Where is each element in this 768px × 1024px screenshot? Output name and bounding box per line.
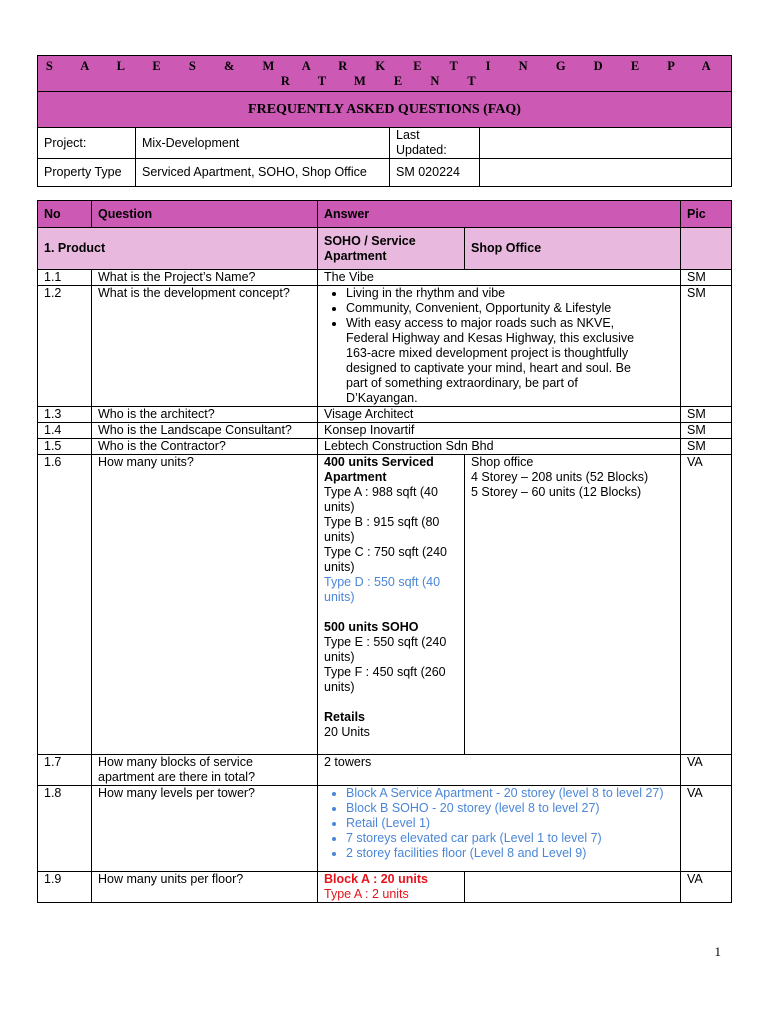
row-pic: SM — [681, 286, 732, 407]
unit-type: Type C : 750 sqft (240 units) — [324, 545, 447, 574]
property-type-value: Serviced Apartment, SOHO, Shop Office — [136, 159, 390, 187]
row-answer: 2 towers — [318, 755, 681, 786]
list-item: • 2 storey facilities floor (Level 8 and Level 9) — [346, 846, 674, 861]
unit-type: Type B : 915 sqft (80 units) — [324, 515, 440, 544]
col-question-header: Question — [92, 201, 318, 228]
faq-table — [37, 200, 732, 903]
list-item: • Block B SOHO - 20 storey (level 8 to level 27) — [346, 801, 674, 816]
row-question: How many blocks of service apartment are there in total? — [92, 755, 318, 786]
row-no: 1.8 — [38, 786, 92, 872]
list-item: • Retail (Level 1) — [346, 816, 674, 831]
row-no: 1.6 — [38, 455, 92, 755]
unit-type: Type A : 988 sqft (40 units) — [324, 485, 438, 514]
updated-value: SM 020224 — [390, 159, 480, 187]
faq-row — [38, 423, 732, 439]
row-pic: VA — [681, 872, 732, 903]
units-shop-cell — [465, 455, 681, 755]
row-no: 1.9 — [38, 872, 92, 903]
row-no: 1.1 — [38, 270, 92, 286]
faq-row — [38, 455, 732, 755]
row-answer-shop — [465, 872, 681, 903]
block-a-line: Type A : 2 units — [324, 887, 409, 901]
col-no-header: No — [38, 201, 92, 228]
faq-title: FREQUENTLY ASKED QUESTIONS (FAQ) — [38, 92, 732, 128]
row-answer — [318, 286, 681, 407]
list-item: • 7 storeys elevated car park (Level 1 to level 7) — [346, 831, 674, 846]
row-answer: Lebtech Construction Sdn Bhd — [318, 439, 681, 455]
shop-line: Shop office — [471, 455, 534, 469]
row-pic: SM — [681, 423, 732, 439]
row-no: 1.7 — [38, 755, 92, 786]
unit-type: Type D : 550 sqft (40 units) — [324, 575, 441, 604]
last-updated-label: Last Updated: — [390, 128, 480, 159]
row-question: How many units? — [92, 455, 318, 755]
row-pic: VA — [681, 786, 732, 872]
project-label: Project: — [38, 128, 136, 159]
row-question: Who is the Contractor? — [92, 439, 318, 455]
subheader-shop-office: Shop Office — [465, 228, 681, 270]
last-updated-value — [480, 128, 732, 159]
page-number: 1 — [714, 944, 721, 959]
units-soho-cell — [318, 455, 465, 755]
row-no: 1.2 — [38, 286, 92, 407]
row-question: How many levels per tower? — [92, 786, 318, 872]
row-question: What is the Project’s Name? — [92, 270, 318, 286]
list-item: • Block A Service Apartment - 20 storey (level 8 to level 27) — [346, 786, 674, 801]
faq-row — [38, 872, 732, 903]
property-type-label: Property Type — [38, 159, 136, 187]
department-title: S A L E S & M A R K E T I N G D E P A R T M E N T — [38, 56, 732, 92]
faq-row — [38, 439, 732, 455]
faq-row — [38, 286, 732, 407]
row-pic: VA — [681, 755, 732, 786]
faq-row — [38, 270, 732, 286]
row-no: 1.4 — [38, 423, 92, 439]
subheader-soho: SOHO / Service Apartment — [318, 228, 465, 270]
row-answer — [318, 786, 681, 872]
unit-type: Type E : 550 sqft (240 units) — [324, 635, 447, 664]
unit-type: Type F : 450 sqft (260 units) — [324, 665, 446, 694]
faq-row — [38, 786, 732, 872]
list-item: • Living in the rhythm and vibe — [346, 286, 674, 301]
row-no: 1.5 — [38, 439, 92, 455]
retail-units: 20 Units — [324, 725, 370, 739]
row-pic: SM — [681, 270, 732, 286]
serviced-apartment-title: 400 units Serviced Apartment — [324, 455, 434, 484]
row-question: How many units per floor? — [92, 872, 318, 903]
row-pic: SM — [681, 439, 732, 455]
shop-line: 4 Storey – 208 units (52 Blocks) — [471, 470, 649, 484]
project-value: Mix-Development — [136, 128, 390, 159]
row-answer: Konsep Inovartif — [318, 423, 681, 439]
col-answer-header: Answer — [318, 201, 681, 228]
levels-list — [324, 786, 674, 861]
row-answer — [318, 872, 465, 903]
row-question: Who is the Landscape Consultant? — [92, 423, 318, 439]
block-a-title: Block A : 20 units — [324, 872, 428, 886]
soho-title: 500 units SOHO — [324, 620, 419, 634]
list-item: • With easy access to major roads such as NKVE, Federal Highway and Kesas Highway, this exclusive 163-acre mixed development project is thoughtfully designed to captivate your mind, heart and soul. Be part of something extraordinary, be part of D’Kayangan. — [346, 316, 646, 406]
list-item: • Community, Convenient, Opportunity & Lifestyle — [346, 301, 674, 316]
retails-title: Retails — [324, 710, 365, 724]
subheader-pic — [681, 228, 732, 270]
col-pic-header: Pic — [681, 201, 732, 228]
section-product: 1. Product — [38, 228, 318, 270]
row-answer: Visage Architect — [318, 407, 681, 423]
row-pic: VA — [681, 455, 732, 755]
row-question: What is the development concept? — [92, 286, 318, 407]
faq-row — [38, 755, 732, 786]
header-table — [37, 55, 732, 187]
row-answer: The Vibe — [318, 270, 681, 286]
blank-cell — [480, 159, 732, 187]
row-question: Who is the architect? — [92, 407, 318, 423]
faq-row — [38, 407, 732, 423]
concept-list — [324, 286, 674, 406]
row-no: 1.3 — [38, 407, 92, 423]
row-pic: SM — [681, 407, 732, 423]
shop-line: 5 Storey – 60 units (12 Blocks) — [471, 485, 642, 499]
